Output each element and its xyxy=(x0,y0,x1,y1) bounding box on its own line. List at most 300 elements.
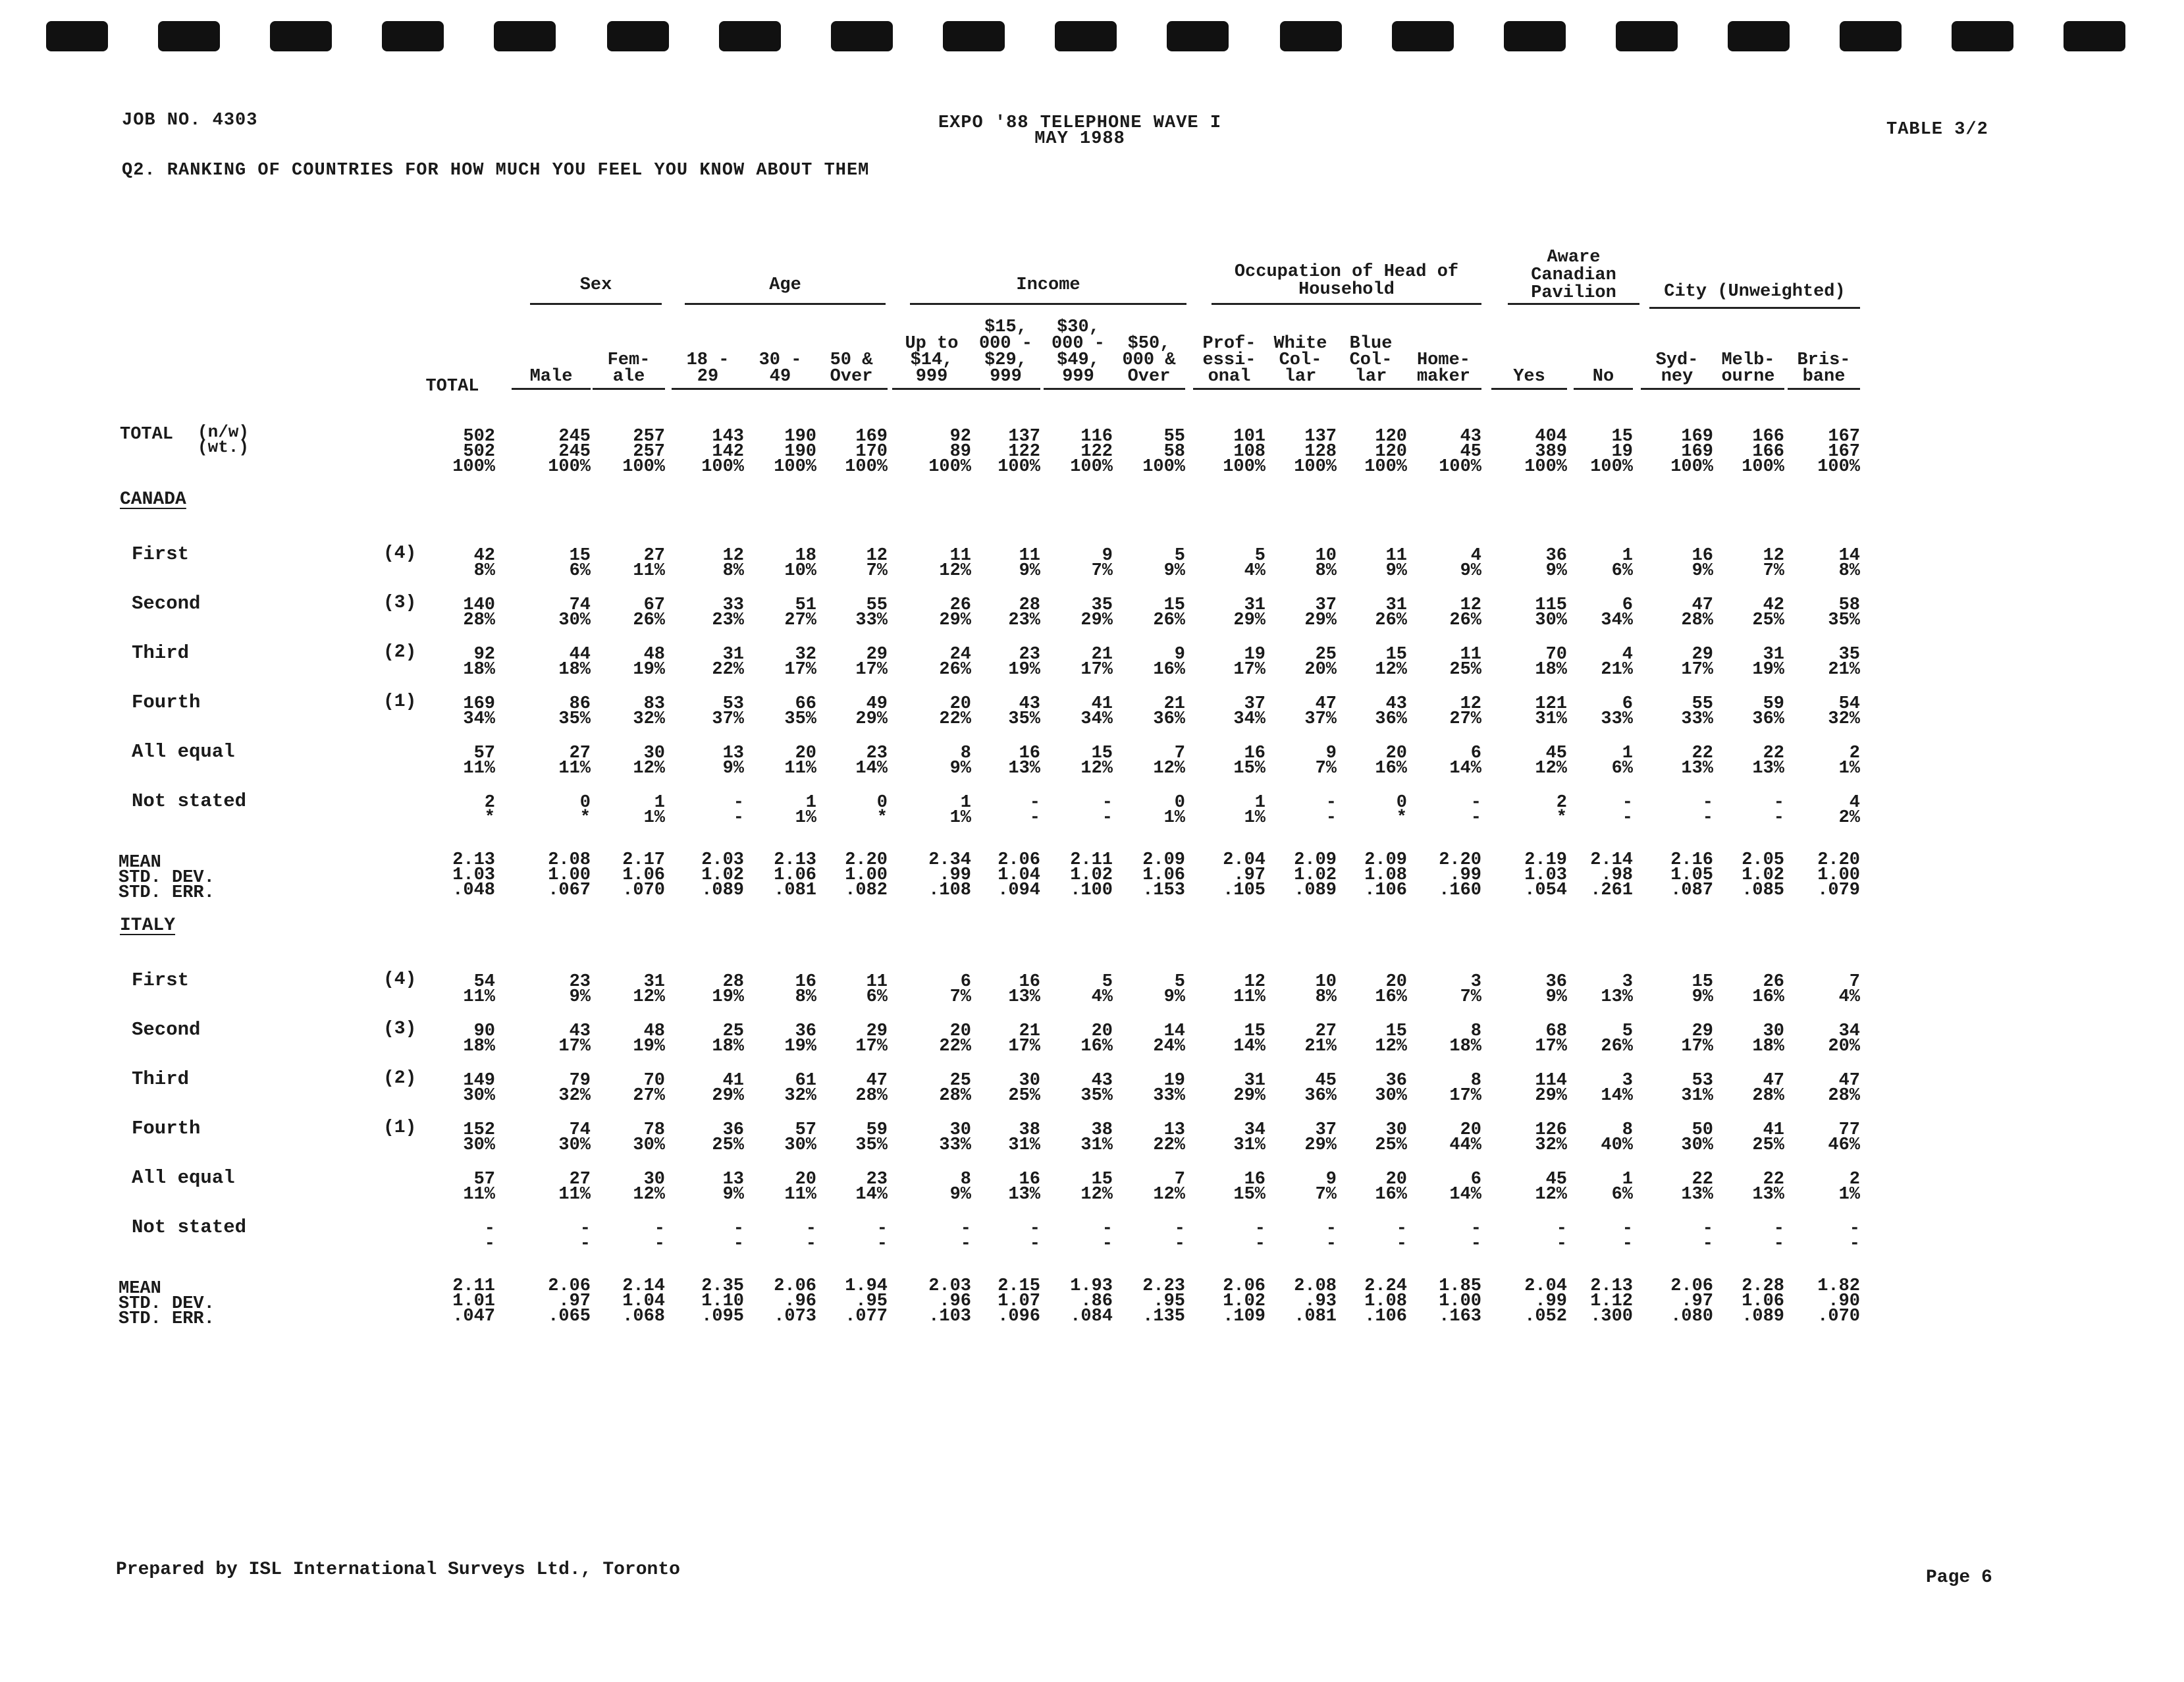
table-cell: 21 17% xyxy=(1008,1021,1040,1056)
table-cell: 37 29% xyxy=(1304,595,1337,630)
table-cell: 152 30% xyxy=(463,1120,495,1155)
table-cell: 47 28% xyxy=(1828,1071,1860,1106)
table-cell: 35 29% xyxy=(1080,595,1113,630)
section-heading: CANADA xyxy=(120,489,186,510)
table-cell: 55 33% xyxy=(1681,694,1713,729)
table-cell: 48 19% xyxy=(633,1021,665,1056)
table-cell: - - xyxy=(1773,1219,1784,1254)
stat-cell: 2.20 1.00 .082 xyxy=(845,850,888,900)
table-cell: 21 17% xyxy=(1080,645,1113,680)
row-label: Second xyxy=(132,1019,201,1041)
column-group-rule xyxy=(1649,307,1860,309)
column-header: White Col- lar xyxy=(1273,334,1327,387)
prepared-by: Prepared by ISL International Surveys Ltd., Toronto xyxy=(116,1560,680,1580)
table-cell: 22 13% xyxy=(1752,1170,1784,1205)
table-cell: 47 28% xyxy=(1681,595,1713,630)
table-cell: 0 * xyxy=(876,793,888,828)
table-cell: 38 31% xyxy=(1008,1120,1040,1155)
stat-cell: 2.09 1.08 .106 xyxy=(1364,850,1407,900)
table-cell: 115 30% xyxy=(1535,595,1567,630)
table-cell: 54 32% xyxy=(1828,694,1860,729)
table-cell: 47 28% xyxy=(855,1071,888,1106)
table-cell: 58 35% xyxy=(1828,595,1860,630)
table-cell: 35 21% xyxy=(1828,645,1860,680)
table-cell: - - xyxy=(484,1219,495,1254)
row-label: Not stated xyxy=(132,1216,247,1238)
table-cell: 0 * xyxy=(1396,793,1407,828)
table-cell: 15 12% xyxy=(1375,645,1407,680)
column-header: 30 - 49 xyxy=(759,350,802,387)
perforation-hole xyxy=(1167,21,1229,51)
table-cell: 41 25% xyxy=(1752,1120,1784,1155)
table-cell: 28 19% xyxy=(712,972,744,1007)
table-cell: 8 9% xyxy=(949,1170,971,1205)
table-cell: 53 31% xyxy=(1681,1071,1713,1106)
stat-cell: 2.11 1.02 .100 xyxy=(1070,850,1113,900)
column-header-rule xyxy=(593,388,665,390)
table-cell: 43 36% xyxy=(1375,694,1407,729)
perforation-hole xyxy=(943,21,1005,51)
column-header: Home- maker xyxy=(1416,350,1470,387)
column-header: Melb- ourne xyxy=(1721,350,1775,387)
table-cell: 36 9% xyxy=(1545,972,1567,1007)
column-header-rule xyxy=(1491,388,1567,390)
report-title: EXPO '88 TELEPHONE WAVE I xyxy=(938,113,1222,133)
table-cell: 74 30% xyxy=(558,595,591,630)
table-cell: 0 * xyxy=(579,793,591,828)
table-cell: 5 4% xyxy=(1091,972,1113,1007)
table-cell: 70 18% xyxy=(1535,645,1567,680)
stat-cell: 2.28 1.06 .089 xyxy=(1742,1276,1784,1326)
table-cell: 16 8% xyxy=(795,972,816,1007)
column-group-header: Age xyxy=(769,275,801,295)
total-cell: 55 58 100% xyxy=(1142,427,1185,477)
total-cell: 502 502 100% xyxy=(452,427,495,477)
table-cell: 31 12% xyxy=(633,972,665,1007)
table-cell: 43 17% xyxy=(558,1021,591,1056)
row-label: Fourth xyxy=(132,1118,201,1139)
table-cell: 4 21% xyxy=(1601,645,1633,680)
table-cell: 59 36% xyxy=(1752,694,1784,729)
table-cell: 16 15% xyxy=(1233,744,1265,778)
table-cell: 67 26% xyxy=(633,595,665,630)
stat-cell: 2.16 1.05 .087 xyxy=(1670,850,1713,900)
table-cell: 140 28% xyxy=(463,595,495,630)
stat-cell: 2.09 1.02 .089 xyxy=(1294,850,1337,900)
table-cell: 18 10% xyxy=(784,546,816,581)
table-cell: 36 25% xyxy=(712,1120,744,1155)
table-cell: 126 32% xyxy=(1535,1120,1567,1155)
column-header: 18 - 29 xyxy=(686,350,730,387)
row-label: Fourth xyxy=(132,692,201,713)
table-cell: - - xyxy=(1396,1219,1407,1254)
row-weight: (2) xyxy=(383,1068,417,1089)
table-cell: 43 35% xyxy=(1008,694,1040,729)
table-cell: 11 9% xyxy=(1019,546,1040,581)
table-cell: - - xyxy=(1622,1219,1633,1254)
table-cell: 47 28% xyxy=(1752,1071,1784,1106)
row-label: Not stated xyxy=(132,790,247,812)
table-cell: 12 11% xyxy=(1233,972,1265,1007)
table-cell: 54 11% xyxy=(463,972,495,1007)
table-cell: 31 26% xyxy=(1375,595,1407,630)
perforation-hole xyxy=(1616,21,1678,51)
table-cell: 34 20% xyxy=(1828,1021,1860,1056)
row-label: All equal xyxy=(132,741,235,763)
table-cell: 7 4% xyxy=(1838,972,1860,1007)
table-cell: 11 25% xyxy=(1449,645,1481,680)
table-cell: 45 12% xyxy=(1535,1170,1567,1205)
perforation-hole xyxy=(1952,21,2013,51)
row-weight: (3) xyxy=(383,593,417,613)
stat-cell: 1.82 .90 .070 xyxy=(1817,1276,1860,1326)
table-cell: - - xyxy=(1174,1219,1185,1254)
table-cell: 77 46% xyxy=(1828,1120,1860,1155)
job-number: JOB NO. 4303 xyxy=(122,111,258,130)
stat-cell: 2.14 .98 .261 xyxy=(1590,850,1633,900)
table-cell: 26 29% xyxy=(939,595,971,630)
table-cell: 1 1% xyxy=(643,793,665,828)
table-cell: - - xyxy=(1254,1219,1265,1254)
table-cell: 31 29% xyxy=(1233,1071,1265,1106)
table-cell: 15 12% xyxy=(1375,1021,1407,1056)
table-cell: - - xyxy=(579,1219,591,1254)
table-cell: 45 12% xyxy=(1535,744,1567,778)
table-cell: 16 15% xyxy=(1233,1170,1265,1205)
table-cell: 20 44% xyxy=(1449,1120,1481,1155)
table-cell: 24 26% xyxy=(939,645,971,680)
table-cell: 2 * xyxy=(1556,793,1567,828)
table-cell: 22 13% xyxy=(1681,1170,1713,1205)
stat-cell: 2.05 1.02 .085 xyxy=(1742,850,1784,900)
table-cell: 2 1% xyxy=(1838,1170,1860,1205)
table-cell: 79 32% xyxy=(558,1071,591,1106)
column-header-rule xyxy=(971,388,1040,390)
table-cell: - - xyxy=(1102,1219,1113,1254)
table-cell: 30 25% xyxy=(1375,1120,1407,1155)
table-cell: 5 4% xyxy=(1244,546,1265,581)
row-label: All equal xyxy=(132,1167,235,1189)
total-cell: 257 257 100% xyxy=(622,427,665,477)
column-header: Blue Col- lar xyxy=(1349,334,1393,387)
table-cell: 30 33% xyxy=(939,1120,971,1155)
table-cell: 1 6% xyxy=(1611,1170,1633,1205)
table-cell: 6 34% xyxy=(1601,595,1633,630)
column-header-rule xyxy=(1641,388,1713,390)
table-cell: 23 9% xyxy=(569,972,591,1007)
column-header: Yes xyxy=(1513,367,1545,387)
table-cell: 83 32% xyxy=(633,694,665,729)
table-cell: 21 36% xyxy=(1153,694,1185,729)
table-cell: - - xyxy=(960,1219,971,1254)
table-cell: 51 27% xyxy=(784,595,816,630)
column-header-rule xyxy=(1406,388,1481,390)
table-cell: 15 9% xyxy=(1691,972,1713,1007)
stat-cell: 2.24 1.08 .106 xyxy=(1364,1276,1407,1326)
table-cell: - - xyxy=(1029,793,1040,828)
column-group-header: Income xyxy=(1016,275,1080,295)
total-cell: 92 89 100% xyxy=(928,427,971,477)
table-cell: 22 13% xyxy=(1752,744,1784,778)
column-header: Fem- ale xyxy=(607,350,651,387)
table-cell: - - xyxy=(1470,1219,1481,1254)
column-header: Male xyxy=(529,367,573,387)
table-cell: 78 30% xyxy=(633,1120,665,1155)
total-cell: 116 122 100% xyxy=(1070,427,1113,477)
perforation-hole xyxy=(1504,21,1566,51)
stat-cell: 1.94 .95 .077 xyxy=(845,1276,888,1326)
column-header: 50 & Over xyxy=(830,350,873,387)
stat-cell: 2.20 1.00 .079 xyxy=(1817,850,1860,900)
total-cell: 167 167 100% xyxy=(1817,427,1860,477)
stat-cell: 2.08 .93 .081 xyxy=(1294,1276,1337,1326)
table-cell: 13 9% xyxy=(722,744,744,778)
column-header: Prof- essi- onal xyxy=(1202,334,1256,387)
table-cell: 1 1% xyxy=(949,793,971,828)
perforation-hole xyxy=(719,21,781,51)
table-cell: 92 18% xyxy=(463,645,495,680)
perforation-hole xyxy=(1280,21,1342,51)
stat-cell: 2.04 .99 .052 xyxy=(1524,1276,1567,1326)
column-header-rule xyxy=(892,388,971,390)
table-cell: 26 16% xyxy=(1752,972,1784,1007)
total-cell: 190 190 100% xyxy=(774,427,816,477)
row-label: Third xyxy=(132,1068,190,1090)
table-cell: 20 22% xyxy=(939,694,971,729)
table-cell: 10 8% xyxy=(1315,546,1337,581)
table-cell: 49 29% xyxy=(855,694,888,729)
row-label: Third xyxy=(132,642,190,664)
perforation-hole xyxy=(1392,21,1454,51)
table-cell: 16 13% xyxy=(1008,744,1040,778)
table-cell: 7 12% xyxy=(1153,744,1185,778)
table-cell: - - xyxy=(1773,793,1784,828)
table-cell: 41 29% xyxy=(712,1071,744,1106)
table-cell: 15 12% xyxy=(1080,744,1113,778)
table-cell: 14 8% xyxy=(1838,546,1860,581)
page-number: Page 6 xyxy=(1926,1567,1992,1588)
table-cell: - - xyxy=(1849,1219,1860,1254)
column-group-header: City (Unweighted) xyxy=(1664,282,1846,302)
column-header-rule xyxy=(672,388,744,390)
table-cell: 34 31% xyxy=(1233,1120,1265,1155)
table-cell: 33 23% xyxy=(712,595,744,630)
column-group-rule xyxy=(530,303,662,305)
table-cell: 14 24% xyxy=(1153,1021,1185,1056)
table-cell: 29 17% xyxy=(855,645,888,680)
table-cell: 30 12% xyxy=(633,1170,665,1205)
total-cell: 101 108 100% xyxy=(1223,427,1265,477)
perforation-hole xyxy=(2064,21,2125,51)
total-cell: 143 142 100% xyxy=(701,427,744,477)
total-cell: 137 128 100% xyxy=(1294,427,1337,477)
stat-cell: 2.03 1.02 .089 xyxy=(701,850,744,900)
row-weight: (1) xyxy=(383,1118,417,1138)
stat-cell: 2.23 .95 .135 xyxy=(1142,1276,1185,1326)
table-cell: 169 34% xyxy=(463,694,495,729)
table-cell: 20 16% xyxy=(1375,744,1407,778)
total-cell: 404 389 100% xyxy=(1524,427,1567,477)
perforation-hole xyxy=(1840,21,1902,51)
table-cell: 19 33% xyxy=(1153,1071,1185,1106)
perforation-hole xyxy=(494,21,556,51)
total-cell: 137 122 100% xyxy=(998,427,1040,477)
table-cell: 44 18% xyxy=(558,645,591,680)
table-cell: - - xyxy=(1325,1219,1337,1254)
table-cell: 29 17% xyxy=(1681,1021,1713,1056)
table-cell: 31 29% xyxy=(1233,595,1265,630)
stat-cell: 1.93 .86 .084 xyxy=(1070,1276,1113,1326)
table-cell: 15 26% xyxy=(1153,595,1185,630)
stat-cell: 2.03 .96 .103 xyxy=(928,1276,971,1326)
table-cell: 41 34% xyxy=(1080,694,1113,729)
table-cell: 23 14% xyxy=(855,1170,888,1205)
table-cell: 12 7% xyxy=(1763,546,1784,581)
row-label: Second xyxy=(132,593,201,614)
table-cell: 9 16% xyxy=(1153,645,1185,680)
table-cell: 5 9% xyxy=(1163,972,1185,1007)
table-cell: 31 19% xyxy=(1752,645,1784,680)
stat-cell: 2.06 .97 .080 xyxy=(1670,1276,1713,1326)
table-cell: 27 11% xyxy=(633,546,665,581)
table-cell: 121 31% xyxy=(1535,694,1567,729)
table-cell: 3 7% xyxy=(1460,972,1481,1007)
row-weight: (1) xyxy=(383,692,417,712)
table-cell: 86 35% xyxy=(558,694,591,729)
table-cell: - - xyxy=(805,1219,816,1254)
column-header: $30, 000 - $49, 999 xyxy=(1051,317,1105,387)
column-header: $15, 000 - $29, 999 xyxy=(978,317,1032,387)
table-cell: 61 32% xyxy=(784,1071,816,1106)
perforation-hole xyxy=(1055,21,1117,51)
table-cell: 2 * xyxy=(484,793,495,828)
table-cell: 2 1% xyxy=(1838,744,1860,778)
column-header-rule xyxy=(1574,388,1633,390)
table-cell: 22 13% xyxy=(1681,744,1713,778)
table-cell: 90 18% xyxy=(463,1021,495,1056)
column-header: No xyxy=(1592,367,1614,387)
table-cell: 15 12% xyxy=(1080,1170,1113,1205)
question-text: Q2. RANKING OF COUNTRIES FOR HOW MUCH YOU FEEL YOU KNOW ABOUT THEM xyxy=(122,161,870,180)
table-cell: 8 17% xyxy=(1449,1071,1481,1106)
table-cell: - - xyxy=(1556,1219,1567,1254)
table-cell: 37 29% xyxy=(1304,1120,1337,1155)
table-cell: 1 1% xyxy=(795,793,816,828)
table-cell: 55 33% xyxy=(855,595,888,630)
table-cell: 30 18% xyxy=(1752,1021,1784,1056)
table-cell: 4 2% xyxy=(1838,793,1860,828)
perforation-hole xyxy=(270,21,332,51)
table-cell: 36 9% xyxy=(1545,546,1567,581)
table-cell: 42 8% xyxy=(473,546,495,581)
table-cell: 29 17% xyxy=(855,1021,888,1056)
column-group-rule xyxy=(910,303,1186,305)
table-cell: 70 27% xyxy=(633,1071,665,1106)
column-header-rule xyxy=(1044,388,1113,390)
stat-cell: 2.20 .99 .160 xyxy=(1439,850,1481,900)
column-group-rule xyxy=(1212,303,1481,305)
table-cell: - - xyxy=(1325,793,1337,828)
table-cell: 15 14% xyxy=(1233,1021,1265,1056)
stat-cell: 2.09 1.06 .153 xyxy=(1142,850,1185,900)
column-header-rule xyxy=(1264,388,1337,390)
table-cell: 4 9% xyxy=(1460,546,1481,581)
table-cell: 1 6% xyxy=(1611,546,1633,581)
table-cell: 16 9% xyxy=(1691,546,1713,581)
stat-cell: 2.13 1.06 .081 xyxy=(774,850,816,900)
table-cell: - - xyxy=(1702,1219,1713,1254)
table-cell: 47 37% xyxy=(1304,694,1337,729)
total-cell: 169 170 100% xyxy=(845,427,888,477)
row-sublabel: (n/w) (wt.) xyxy=(198,422,250,457)
column-header: $50, 000 & Over xyxy=(1122,334,1176,387)
table-cell: 3 13% xyxy=(1601,972,1633,1007)
column-header-rule xyxy=(1113,388,1185,390)
stat-cell: 2.11 1.01 .047 xyxy=(452,1276,495,1326)
table-cell: 1 6% xyxy=(1611,744,1633,778)
stat-cell: 2.14 1.04 .068 xyxy=(622,1276,665,1326)
table-cell: 36 19% xyxy=(784,1021,816,1056)
table-cell: 12 27% xyxy=(1449,694,1481,729)
table-cell: 13 22% xyxy=(1153,1120,1185,1155)
table-cell: - - xyxy=(733,793,744,828)
table-cell: 20 16% xyxy=(1375,1170,1407,1205)
table-cell: 66 35% xyxy=(784,694,816,729)
table-cell: 9 7% xyxy=(1091,546,1113,581)
table-cell: 31 22% xyxy=(712,645,744,680)
row-weight: (3) xyxy=(383,1019,417,1039)
table-cell: 15 6% xyxy=(569,546,591,581)
table-cell: 48 19% xyxy=(633,645,665,680)
column-header: Syd- ney xyxy=(1655,350,1699,387)
table-cell: 20 16% xyxy=(1080,1021,1113,1056)
stat-cell: 2.19 1.03 .054 xyxy=(1524,850,1567,900)
stat-cell: 1.85 1.00 .163 xyxy=(1439,1276,1481,1326)
table-cell: 23 14% xyxy=(855,744,888,778)
table-cell: - - xyxy=(733,1219,744,1254)
stat-cell: 2.06 1.04 .094 xyxy=(998,850,1040,900)
table-cell: 68 17% xyxy=(1535,1021,1567,1056)
stat-cell: 2.06 .97 .065 xyxy=(548,1276,591,1326)
row-label: First xyxy=(132,543,190,565)
total-cell: 166 166 100% xyxy=(1742,427,1784,477)
table-cell: 9 7% xyxy=(1315,1170,1337,1205)
table-cell: - - xyxy=(1702,793,1713,828)
table-cell: 57 11% xyxy=(463,1170,495,1205)
stat-cell: 2.17 1.06 .070 xyxy=(622,850,665,900)
perforation-strip xyxy=(46,21,2140,54)
table-cell: 9 7% xyxy=(1315,744,1337,778)
table-cell: 25 20% xyxy=(1304,645,1337,680)
table-cell: 28 23% xyxy=(1008,595,1040,630)
table-cell: 13 9% xyxy=(722,1170,744,1205)
table-cell: 5 26% xyxy=(1601,1021,1633,1056)
table-cell: 6 14% xyxy=(1449,744,1481,778)
table-cell: 36 30% xyxy=(1375,1071,1407,1106)
table-cell: 6 7% xyxy=(949,972,971,1007)
row-label: TOTAL xyxy=(120,425,174,445)
section-heading: ITALY xyxy=(120,915,176,936)
table-cell: - - xyxy=(654,1219,665,1254)
table-cell: 37 34% xyxy=(1233,694,1265,729)
column-header-rule xyxy=(1193,388,1265,390)
column-header: TOTAL xyxy=(425,377,479,396)
table-cell: 5 9% xyxy=(1163,546,1185,581)
table-cell: 16 13% xyxy=(1008,1170,1040,1205)
table-cell: 53 37% xyxy=(712,694,744,729)
table-cell: 42 25% xyxy=(1752,595,1784,630)
table-cell: 8 40% xyxy=(1601,1120,1633,1155)
